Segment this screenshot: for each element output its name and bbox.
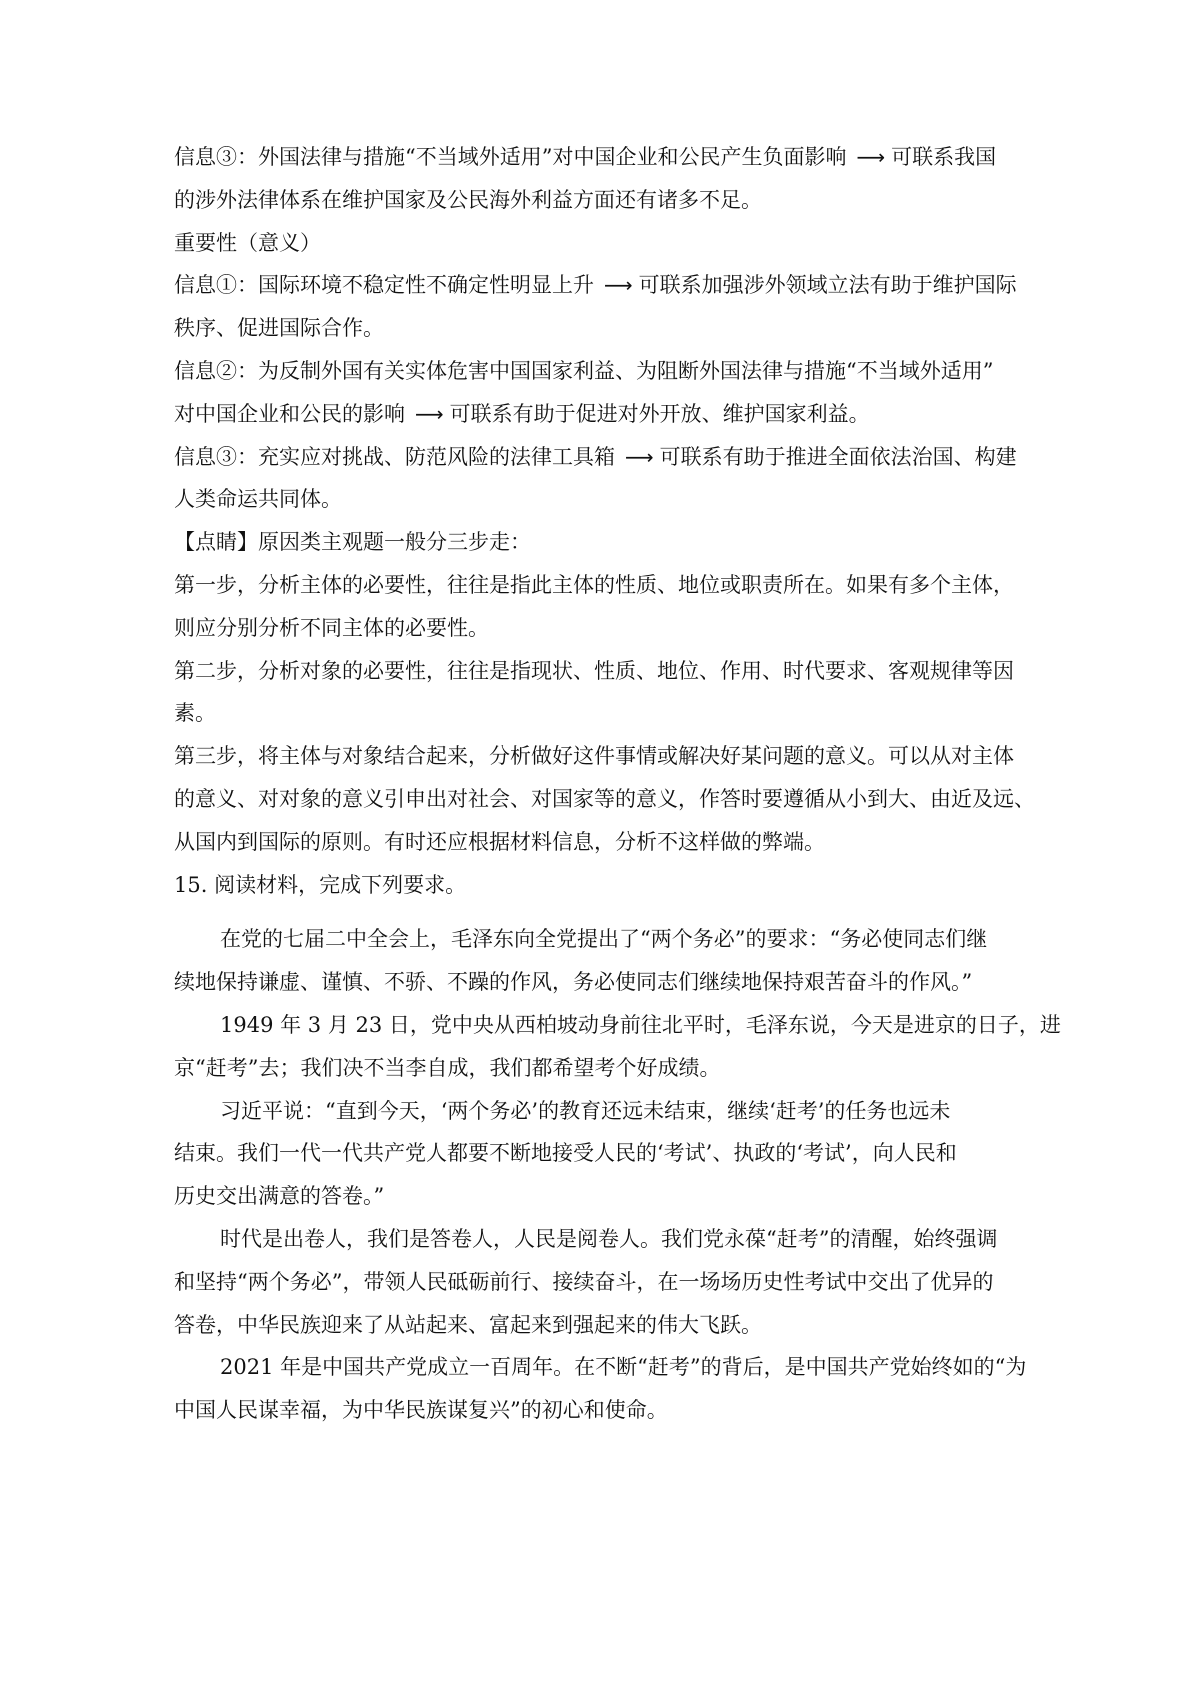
text-line: [174, 436, 1054, 479]
text-line: 从国内到国际的原则。有时还应根据材料信息，分析不这样做的弊端。: [174, 829, 825, 854]
material-paragraph: 和坚持“两个务必”，带领人民砥砺前行、接续奋斗，在一场场历史性考试中交出了优异的: [174, 1269, 994, 1294]
arrow-icon: ⟶: [415, 401, 444, 426]
material-paragraph: 答卷，中华民族迎来了从站起来、富起来到强起来的伟大飞跃。: [174, 1312, 762, 1337]
text-line: 秩序、促进国际合作。: [174, 316, 384, 341]
text-span: 信息③：外国法律与措施“不当域外适用”对中国企业和公民产生负面影响: [174, 145, 847, 169]
text-span: 对中国企业和公民的影响: [174, 401, 405, 426]
text-span: 信息①：国际环境不稳定性不确定性明显上升: [174, 273, 594, 298]
material-paragraph: 中国人民谋幸福，为中华民族谋复兴”的初心和使命。: [174, 1398, 668, 1423]
material-paragraph: 习近平说：“直到今天，‘两个务必’的教育还远未结束，继续‘赶考’的任务也远未: [220, 1098, 951, 1123]
text-line: 第二步，分析对象的必要性，往往是指现状、性质、地位、作用、时代要求、客观规律等因: [174, 658, 1014, 683]
question-title: 15. 阅读材料，完成下列要求。: [174, 872, 467, 897]
text-line: 素。: [174, 701, 216, 726]
text-line: 则应分别分析不同主体的必要性。: [174, 615, 489, 640]
material-paragraph: 历史交出满意的答卷。”: [174, 1184, 385, 1209]
section-heading: 重要性（意义）: [174, 230, 321, 255]
text-span: 可联系我国: [891, 145, 997, 169]
arrow-icon: ⟶: [625, 444, 654, 469]
text-line: 的意义、对对象的意义引申出对社会、对国家等的意义，作答时要遵循从小到大、由近及远、: [174, 786, 1035, 811]
text-line: [174, 136, 1054, 179]
text-line: 第三步，将主体与对象结合起来，分析做好这件事情或解决好某问题的意义。可以从对主体: [174, 744, 1014, 769]
material-paragraph: 续地保持谦虚、谨慎、不骄、不躁的作风，务必使同志们继续地保持艰苦奋斗的作风。”: [174, 970, 973, 995]
material-paragraph: 时代是出卷人，我们是答卷人，人民是阅卷人。我们党永葆“赶考”的清醒，始终强调: [220, 1226, 998, 1251]
text-span: 信息③：充实应对挑战、防范风险的法律工具箱: [174, 444, 615, 469]
arrow-icon: ⟶: [604, 273, 633, 298]
text-line: 的涉外法律体系在维护国家及公民海外利益方面还有诸多不足。: [174, 187, 762, 212]
text-span: 可联系有助于促进对外开放、维护国家利益。: [449, 401, 870, 426]
material-paragraph: 在党的七届二中全会上，毛泽东向全党提出了“两个务必”的要求：“务必使同志们继: [220, 927, 988, 952]
text-span: 可联系有助于推进全面依法治国、构建: [659, 444, 1017, 469]
material-paragraph: 1949 年 3 月 23 日，党中央从西柏坡动身前往北平时，毛泽东说，今天是进京的日子，进: [220, 1012, 1061, 1037]
material-paragraph: 2021 年是中国共产党成立一百周年。在不断“赶考”的背后，是中国共产党始终如的“为: [220, 1355, 1027, 1380]
material-paragraph: 京“赶考”去；我们决不当李自成，我们都希望考个好成绩。: [174, 1055, 721, 1080]
text-line: 第一步，分析主体的必要性，往往是指此主体的性质、地位或职责所在。如果有多个主体，: [174, 572, 1014, 597]
document-page: [174, 136, 1061, 1432]
text-line: [174, 264, 1054, 307]
text-line: [174, 393, 1054, 436]
text-line: 人类命运共同体。: [174, 487, 342, 512]
text-span: 可联系加强涉外领域立法有助于维护国际: [638, 273, 1017, 298]
arrow-icon: ⟶: [856, 145, 886, 169]
tip-heading: 【点睛】原因类主观题一般分三步走：: [174, 530, 531, 555]
text-line: 信息②：为反制外国有关实体危害中国国家利益、为阻断外国法律与措施“不当域外适用”: [174, 358, 994, 383]
material-paragraph: 结束。我们一代一代共产党人都要不断地接受人民的‘考试’、执政的‘考试’，向人民和: [174, 1141, 957, 1166]
